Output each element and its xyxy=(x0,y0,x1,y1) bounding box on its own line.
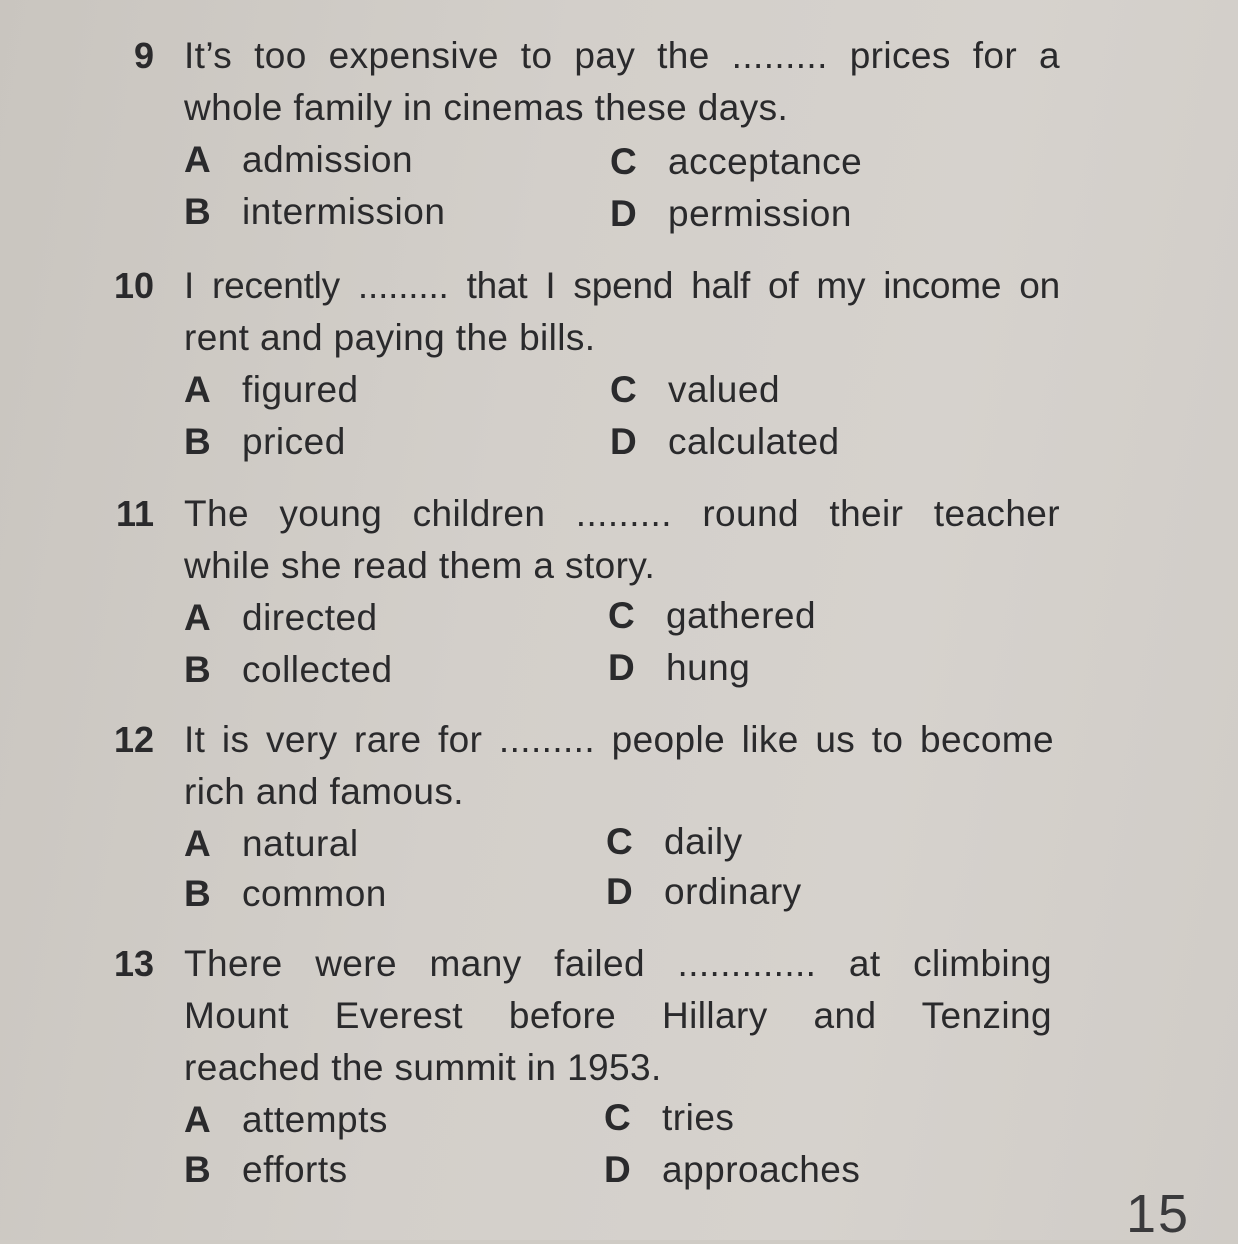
question-line: whole family in cinemas these days. xyxy=(184,87,789,128)
option-letter: D xyxy=(610,421,638,462)
option-letter: C xyxy=(610,369,638,410)
option-text: permission xyxy=(668,193,852,234)
option-d[interactable] xyxy=(610,416,840,468)
question-number: 11 xyxy=(115,493,154,534)
option-c[interactable] xyxy=(606,816,743,868)
question-text xyxy=(184,714,1054,818)
option-letter: D xyxy=(604,1149,632,1190)
option-text: natural xyxy=(242,823,359,864)
option-d[interactable] xyxy=(608,642,750,694)
option-letter: A xyxy=(184,597,212,638)
option-letter: C xyxy=(606,821,634,862)
option-text: daily xyxy=(664,821,743,862)
question-line: There were many failed ............. at climbing xyxy=(184,943,1052,984)
question-number: 9 xyxy=(133,35,154,76)
question-line: rich and famous. xyxy=(184,771,464,812)
question-line: Mount Everest before Hillary and Tenzing xyxy=(184,995,1052,1036)
option-letter: C xyxy=(610,141,638,182)
option-text: admission xyxy=(242,139,414,180)
question-number: 10 xyxy=(113,265,154,306)
option-letter: B xyxy=(184,649,212,690)
option-a[interactable] xyxy=(184,364,359,416)
option-text: efforts xyxy=(242,1149,348,1190)
question-line: I recently ......... that I spend half of my income on xyxy=(184,265,1060,306)
question-number: 13 xyxy=(113,943,154,984)
option-letter: A xyxy=(184,139,212,180)
option-b[interactable] xyxy=(184,186,445,238)
option-letter: D xyxy=(608,647,636,688)
option-letter: A xyxy=(184,1099,212,1140)
option-text: intermission xyxy=(242,191,446,232)
option-letter: D xyxy=(606,871,634,912)
option-text: priced xyxy=(242,421,346,462)
option-text: acceptance xyxy=(668,141,863,182)
option-letter: A xyxy=(184,823,212,864)
question-line: reached the summit in 1953. xyxy=(184,1047,662,1088)
option-b[interactable] xyxy=(184,416,346,468)
question-text xyxy=(184,938,1052,1094)
question-text xyxy=(184,260,1060,364)
option-a[interactable] xyxy=(184,818,359,870)
option-a[interactable] xyxy=(184,592,378,644)
option-letter: B xyxy=(184,191,212,232)
option-a[interactable] xyxy=(184,1094,388,1146)
option-letter: C xyxy=(608,595,636,636)
question-text xyxy=(184,30,1060,134)
option-text: gathered xyxy=(666,595,817,636)
option-d[interactable] xyxy=(610,188,852,240)
option-text: attempts xyxy=(242,1099,388,1140)
question-line: It is very rare for ......... people like us to become xyxy=(184,719,1054,760)
option-a[interactable] xyxy=(184,134,413,186)
option-text: directed xyxy=(242,597,378,638)
option-text: ordinary xyxy=(664,871,802,912)
question-line: rent and paying the bills. xyxy=(184,317,596,358)
question-line: It’s too expensive to pay the ......... prices for a xyxy=(184,35,1060,76)
option-letter: C xyxy=(604,1097,632,1138)
option-text: figured xyxy=(242,369,359,410)
question-line: The young children ......... round their teacher xyxy=(184,493,1060,534)
option-c[interactable] xyxy=(610,136,862,188)
option-b[interactable] xyxy=(184,1144,348,1196)
option-text: collected xyxy=(242,649,393,690)
option-d[interactable] xyxy=(604,1144,860,1196)
question-line: while she read them a story. xyxy=(184,545,656,586)
option-c[interactable] xyxy=(610,364,780,416)
option-text: hung xyxy=(666,647,751,688)
page-number: 15 xyxy=(1126,1184,1191,1244)
option-letter: B xyxy=(184,421,212,462)
option-text: approaches xyxy=(662,1149,861,1190)
option-letter: B xyxy=(184,873,212,914)
option-text: tries xyxy=(662,1097,735,1138)
option-letter: A xyxy=(184,369,212,410)
option-letter: D xyxy=(610,193,638,234)
option-b[interactable] xyxy=(184,644,393,696)
option-b[interactable] xyxy=(184,868,387,920)
question-text xyxy=(184,488,1060,592)
option-d[interactable] xyxy=(606,866,802,918)
option-text: calculated xyxy=(668,421,840,462)
question-number: 12 xyxy=(113,719,154,760)
option-text: valued xyxy=(668,369,781,410)
option-c[interactable] xyxy=(604,1092,734,1144)
option-letter: B xyxy=(184,1149,212,1190)
option-text: common xyxy=(242,873,387,914)
option-c[interactable] xyxy=(608,590,816,642)
